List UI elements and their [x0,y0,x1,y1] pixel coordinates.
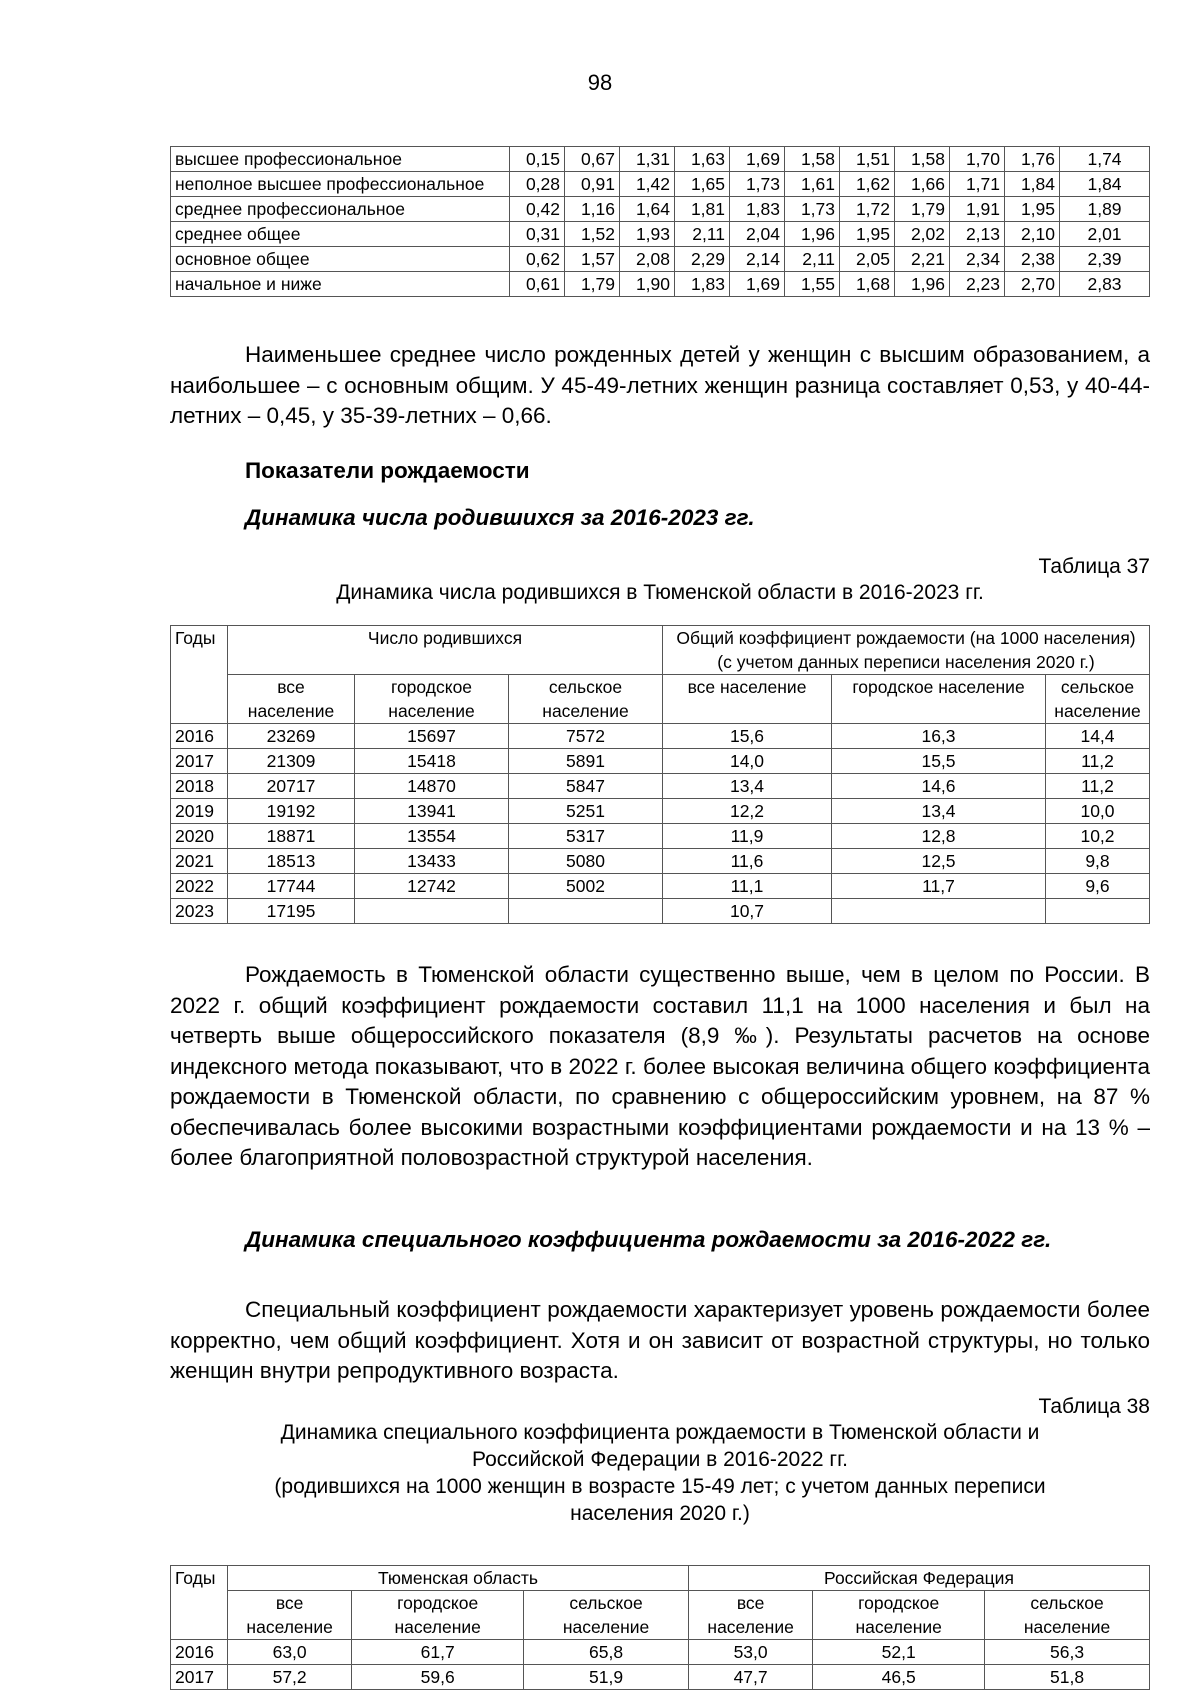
table-cell: 1,58 [785,147,840,172]
table-cell: 11,9 [663,824,832,849]
row-label: начальное и ниже [171,272,510,297]
table-cell: 0,28 [510,172,565,197]
year-cell: 2023 [171,899,228,924]
table-cell: 63,0 [228,1640,352,1665]
table-cell: 20717 [228,774,355,799]
subheader: городское население [813,1591,985,1640]
table-cell: 2,04 [730,222,785,247]
table-cell: 1,66 [895,172,950,197]
table-cell: 17744 [228,874,355,899]
subsection-heading-2-text: Динамика специального коэффициента рождаемости за 2016-2022 гг. [245,1227,1052,1252]
table-cell: 15,5 [832,749,1046,774]
table-cell: 2,01 [1060,222,1150,247]
table-cell: 1,63 [675,147,730,172]
table-38-label: Таблица 38 [1038,1395,1150,1418]
subsection-heading-2 [170,1225,1150,1256]
table-cell: 12,8 [832,824,1046,849]
heading-3-block [170,1225,1150,1256]
table-cell: 1,76 [1005,147,1060,172]
table-cell: 1,73 [785,197,840,222]
paragraph-2 [170,960,1150,1174]
table-row [171,724,1150,749]
table-38 [170,1565,1150,1690]
table-cell: 2,08 [620,247,675,272]
table-38-title-line3: (родившихся на 1000 женщин в возрасте 15-49 лет; с учетом данных переписи [274,1475,1046,1498]
table-cell: 51,8 [985,1665,1150,1690]
subheader: городское население [355,675,509,724]
table-cell: 9,8 [1046,849,1150,874]
year-cell: 2016 [171,724,228,749]
header-russia: Российская Федерация [688,1566,1149,1591]
table-37-section [170,625,1150,924]
table-cell: 11,6 [663,849,832,874]
row-label: среднее профессиональное [171,197,510,222]
header-birth-rate-line2: (с учетом данных переписи населения 2020 г.) [717,652,1095,672]
table-row [171,899,1150,924]
subheader: все население [688,1591,812,1640]
row-label: основное общее [171,247,510,272]
table-cell: 0,31 [510,222,565,247]
table-38-title-line4: населения 2020 г.) [570,1502,750,1525]
header-birth-rate [663,626,1150,675]
table-cell: 23269 [228,724,355,749]
table-row [171,247,1150,272]
table-cell [1046,899,1150,924]
table-cell: 2,34 [950,247,1005,272]
table-cell: 1,68 [840,272,895,297]
year-cell: 2018 [171,774,228,799]
table-row [171,1665,1150,1690]
table-cell: 1,57 [565,247,620,272]
table-cell: 19192 [228,799,355,824]
paragraph-2-text: Рождаемость в Тюменской области существенно выше, чем в целом по России. В 2022 г. общий коэффициент рождаемости составил 11,1 на 1000 населения и был на четверть выше общероссийского показателя (8,9 ‰). Результаты расчетов на основе индексного метода показывают, что в 2022 г. более высокая величина общего коэффициента рождаемости в Тюменской области, по сравнению с общероссийским уровнем, на 87 % обеспечивалась более высокими возрастными коэффициентами рождаемости и на 13 % – более благоприятной половозрастной структурой населения. [170,962,1150,1170]
table-cell: 13433 [355,849,509,874]
table-cell: 1,79 [895,197,950,222]
table-cell: 1,79 [565,272,620,297]
subheader: сельское население [1046,675,1150,724]
table-cell: 1,83 [730,197,785,222]
table-cell: 2,23 [950,272,1005,297]
table-cell: 1,70 [950,147,1005,172]
table-cell: 1,84 [1060,172,1150,197]
table-cell: 1,51 [840,147,895,172]
subheader: городское население [352,1591,524,1640]
table-38-section [170,1565,1150,1690]
table-cell: 0,67 [565,147,620,172]
table-cell: 13941 [355,799,509,824]
subheader: все население [663,675,832,724]
table-cell: 15418 [355,749,509,774]
table-cell: 1,96 [785,222,840,247]
table-row [171,874,1150,899]
table-cell: 1,81 [675,197,730,222]
table-cell: 0,15 [510,147,565,172]
subheader: все население [228,675,355,724]
header-birth-rate-line1: Общий коэффициент рождаемости (на 1000 населения) [676,628,1136,648]
table-cell: 1,42 [620,172,675,197]
table-cell: 1,58 [895,147,950,172]
header-years: Годы [171,626,228,724]
table-cell: 2,05 [840,247,895,272]
table-cell: 0,61 [510,272,565,297]
table-cell: 0,91 [565,172,620,197]
year-cell: 2020 [171,824,228,849]
table-cell: 5080 [509,849,663,874]
table-cell: 1,72 [840,197,895,222]
table-row [171,824,1150,849]
subheader: все население [228,1591,352,1640]
table-cell: 1,90 [620,272,675,297]
table-37-label: Таблица 37 [1038,555,1150,578]
table-row [171,147,1150,172]
table-cell: 7572 [509,724,663,749]
paragraph-1-text: Наименьшее среднее число рожденных детей у женщин с высшим образованием, а наибольшее – с основным общим. У 45-49-летних женщин разница составляет 0,53, у 40-44-летних – 0,45, у 35-39-летних – 0,66. [170,342,1150,428]
year-cell: 2016 [171,1640,228,1665]
table-cell: 15,6 [663,724,832,749]
table-cell: 0,42 [510,197,565,222]
table-cell: 18871 [228,824,355,849]
table-cell: 1,61 [785,172,840,197]
table-cell: 2,02 [895,222,950,247]
paragraph-3-text: Специальный коэффициент рождаемости характеризует уровень рождаемости более корректно, чем общий коэффициент. Хотя и он зависит от возрастной структуры, но только женщин внутри репродуктивного возраста. [170,1297,1150,1383]
table-cell: 65,8 [524,1640,689,1665]
table-cell: 14,6 [832,774,1046,799]
table-37 [170,625,1150,924]
table-cell: 11,2 [1046,774,1150,799]
row-label: высшее профессиональное [171,147,510,172]
subheader: сельское население [985,1591,1150,1640]
table-cell: 53,0 [688,1640,812,1665]
table-row [171,799,1150,824]
year-cell: 2019 [171,799,228,824]
table-cell: 2,13 [950,222,1005,247]
table-cell: 10,7 [663,899,832,924]
education-table-section [170,146,1150,297]
subheader: сельское население [524,1591,689,1640]
table-row [171,1640,1150,1665]
table-row [171,197,1150,222]
table-cell: 1,55 [785,272,840,297]
paragraph-3 [170,1295,1150,1387]
header-births: Число родившихся [228,626,663,675]
paragraph-2-block [170,960,1150,1174]
paragraph-1-block [170,340,1150,432]
table-cell: 1,64 [620,197,675,222]
row-label: среднее общее [171,222,510,247]
row-label: неполное высшее профессиональное [171,172,510,197]
table-cell [355,899,509,924]
table-cell: 9,6 [1046,874,1150,899]
table-cell: 14870 [355,774,509,799]
table-cell: 2,10 [1005,222,1060,247]
table-cell: 1,69 [730,272,785,297]
table-cell: 46,5 [813,1665,985,1690]
table-cell: 18513 [228,849,355,874]
table-cell: 5891 [509,749,663,774]
table-cell: 2,38 [1005,247,1060,272]
table-cell: 14,4 [1046,724,1150,749]
table-cell: 17195 [228,899,355,924]
table-cell: 51,9 [524,1665,689,1690]
subheader: сельское население [509,675,663,724]
table-cell: 2,70 [1005,272,1060,297]
table-cell: 1,95 [1005,197,1060,222]
table-cell: 5002 [509,874,663,899]
table-cell: 1,73 [730,172,785,197]
table-cell: 2,39 [1060,247,1150,272]
table-cell: 47,7 [688,1665,812,1690]
year-cell: 2017 [171,1665,228,1690]
table-cell: 11,1 [663,874,832,899]
table-cell: 1,74 [1060,147,1150,172]
table-cell: 2,14 [730,247,785,272]
table-cell: 10,2 [1046,824,1150,849]
table-cell: 2,21 [895,247,950,272]
table-cell: 1,52 [565,222,620,247]
table-cell: 1,62 [840,172,895,197]
table-cell: 5317 [509,824,663,849]
paragraph-1 [170,340,1150,432]
paragraph-3-block [170,1295,1150,1387]
table-cell: 1,95 [840,222,895,247]
table-cell: 1,65 [675,172,730,197]
table-cell: 15697 [355,724,509,749]
table-38-title-line1: Динамика специального коэффициента рождаемости в Тюменской области и [280,1421,1040,1444]
table-cell: 16,3 [832,724,1046,749]
table-cell: 11,2 [1046,749,1150,774]
year-cell: 2021 [171,849,228,874]
table-row [171,849,1150,874]
table-cell: 0,62 [510,247,565,272]
table-cell: 1,84 [1005,172,1060,197]
table-cell: 1,96 [895,272,950,297]
table-cell: 1,16 [565,197,620,222]
table-cell [509,899,663,924]
header-tyumen: Тюменская область [228,1566,689,1591]
year-cell: 2022 [171,874,228,899]
table-cell: 1,69 [730,147,785,172]
education-table [170,146,1150,297]
table-cell: 61,7 [352,1640,524,1665]
table-cell: 1,93 [620,222,675,247]
table-cell: 14,0 [663,749,832,774]
table-cell: 13,4 [832,799,1046,824]
table-cell: 1,91 [950,197,1005,222]
table-cell: 1,89 [1060,197,1150,222]
subsection-heading: Динамика числа родившихся за 2016-2023 гг. [245,505,755,530]
table-cell: 1,83 [675,272,730,297]
table-cell: 57,2 [228,1665,352,1690]
table-cell: 2,83 [1060,272,1150,297]
table-cell: 10,0 [1046,799,1150,824]
table-row [171,749,1150,774]
table-cell: 13,4 [663,774,832,799]
table-cell: 12,5 [832,849,1046,874]
table-row [171,774,1150,799]
table-row [171,222,1150,247]
table-cell: 59,6 [352,1665,524,1690]
table-cell: 5251 [509,799,663,824]
table-cell: 1,71 [950,172,1005,197]
table-cell: 11,7 [832,874,1046,899]
table-38-title-line2: Российской Федерации в 2016-2022 гг. [471,1448,849,1471]
table-row [171,172,1150,197]
table-cell: 21309 [228,749,355,774]
header-years: Годы [171,1566,228,1640]
table-37-title: Динамика числа родившихся в Тюменской области в 2016-2023 гг. [336,581,984,604]
table-cell: 12,2 [663,799,832,824]
table-cell: 2,11 [785,247,840,272]
year-cell: 2017 [171,749,228,774]
table-cell: 12742 [355,874,509,899]
table-cell [832,899,1046,924]
table-cell: 52,1 [813,1640,985,1665]
table-cell: 56,3 [985,1640,1150,1665]
table-row [171,272,1150,297]
section-heading: Показатели рождаемости [245,458,530,483]
table-cell: 2,11 [675,222,730,247]
table-cell: 13554 [355,824,509,849]
subheader: городское население [832,675,1046,724]
page-number: 98 [587,70,613,95]
table-cell: 1,31 [620,147,675,172]
table-cell: 2,29 [675,247,730,272]
table-cell: 5847 [509,774,663,799]
